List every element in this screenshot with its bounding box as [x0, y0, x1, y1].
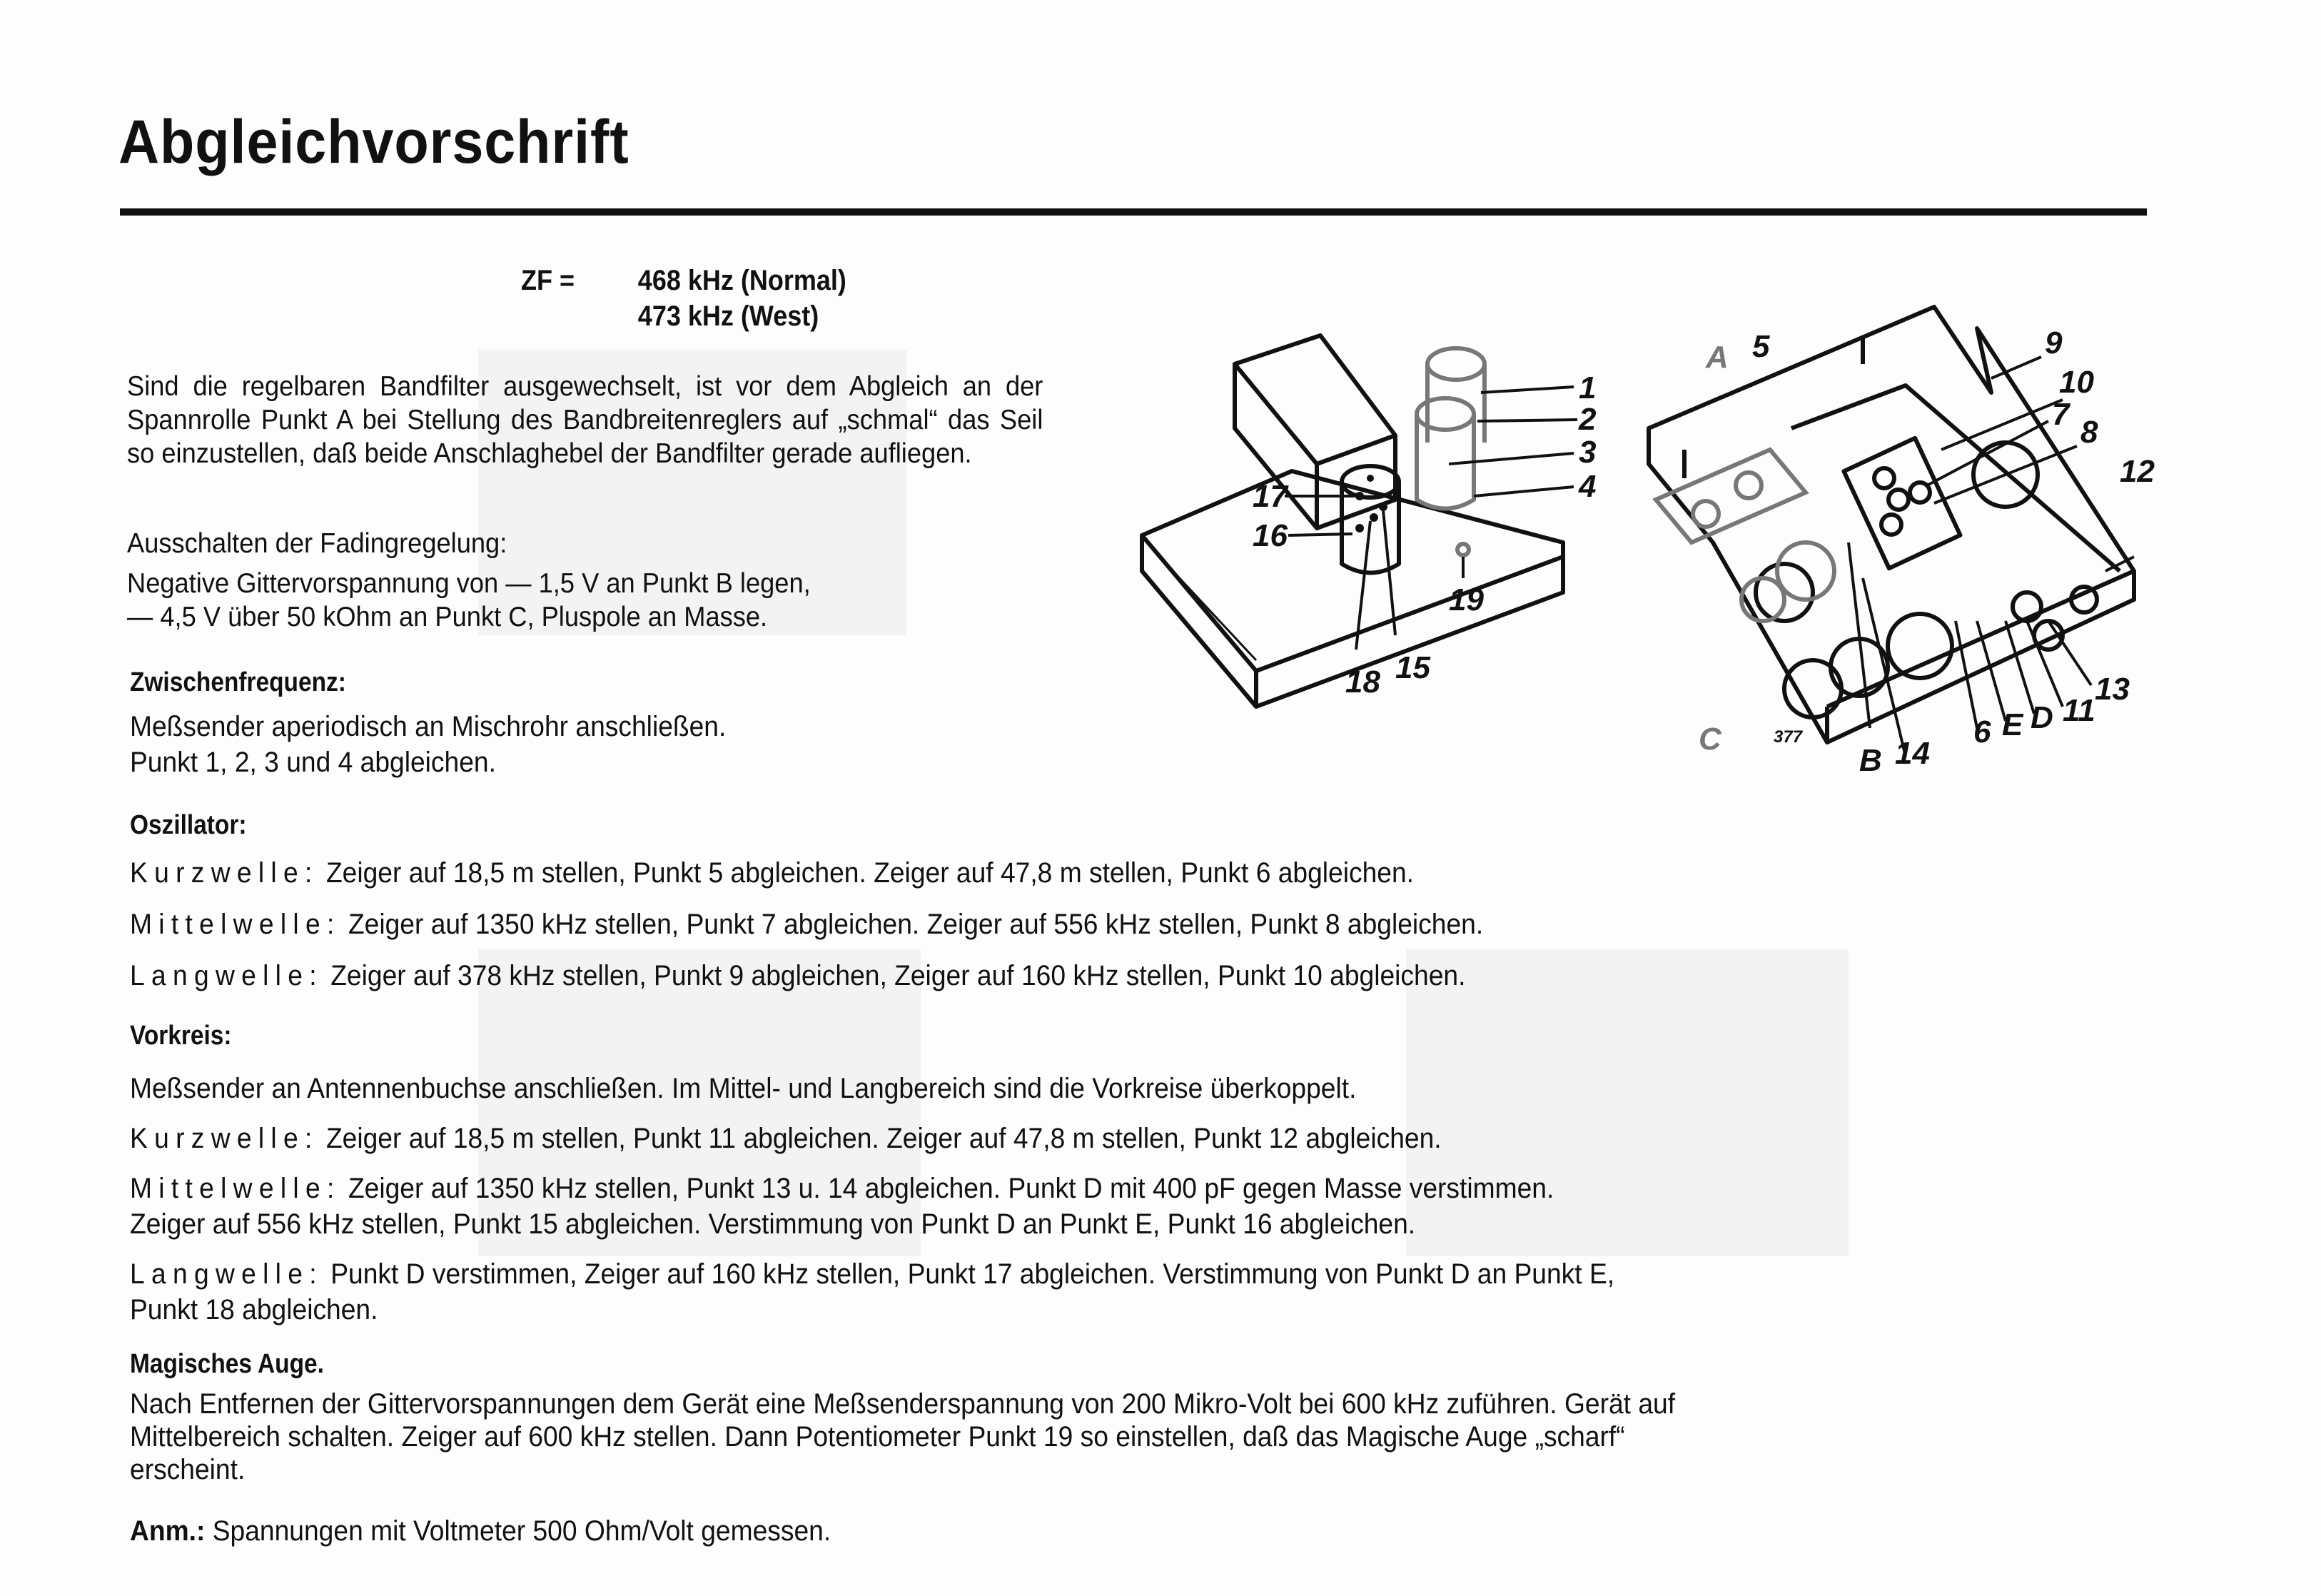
point-label: 15: [1395, 650, 1430, 685]
band-label: Mittelwelle:: [130, 1173, 341, 1204]
point-label: C: [1699, 722, 1721, 757]
note-label: Anm.:: [130, 1515, 206, 1547]
zf-normal: 468 kHz (Normal): [637, 265, 846, 296]
note-text: Spannungen mit Voltmeter 500 Ohm/Volt gemessen.: [212, 1515, 831, 1547]
point-label: 18: [1345, 665, 1380, 699]
point-label: 2: [1579, 402, 1597, 437]
band-label: Langwelle:: [130, 960, 323, 991]
vorkreis-intro: Meßsender an Antennenbuchse anschließen. Im Mittel- und Langbereich sind die Vorkreise überkoppelt.: [130, 1073, 1357, 1104]
point-label: 17: [1253, 479, 1288, 514]
tension-roller: [1736, 473, 1761, 498]
point-label: 16: [1253, 518, 1288, 553]
point-label: 14: [1895, 736, 1930, 771]
band-label: Kurzwelle:: [130, 857, 319, 889]
point-label: 13: [2095, 672, 2130, 707]
oszillator-row: [130, 958, 1465, 994]
title-divider: [120, 208, 2147, 216]
magisches-auge-line-1: Nach Entfernen der Gittervorspannungen dem Gerät eine Meßsenderspannung von 200 Mikro-Volt bei 600 kHz zuführen. Gerät auf: [130, 1388, 1676, 1420]
point-label: 3: [1579, 435, 1597, 470]
band-instruction: Zeiger auf 1350 kHz stellen, Punkt 7 abgleichen. Zeiger auf 556 kHz stellen, Punkt 8 abgleichen.: [348, 909, 1484, 940]
note: [130, 1513, 831, 1549]
band-instruction: Zeiger auf 18,5 m stellen, Punkt 5 abgleichen. Zeiger auf 47,8 m stellen, Punkt 6 abgleichen.: [325, 857, 1415, 889]
point-label: 7: [2052, 397, 2070, 432]
tension-roller-box: [1656, 450, 1806, 542]
zf-label: ZF =: [521, 265, 575, 296]
point-label: 9: [2045, 325, 2063, 360]
band-label: Kurzwelle:: [130, 1123, 319, 1154]
point-label: 4: [1579, 469, 1597, 504]
page-title: Abgleichvorschrift: [118, 108, 629, 176]
magisches-auge-line-2: Mittelbereich schalten. Zeiger auf 600 kHz stellen. Dann Potentiometer Punkt 19 so einstellen, daß das Magische Auge „scharf“: [130, 1421, 1625, 1453]
intro-paragraph: Sind die regelbaren Bandfilter ausgewechselt, ist vor dem Abgleich an der Spannrolle Punkt A bei Stellung des Bandbreitenreglers auf „schmal“ das Seil so einzustellen, daß beide Anschlaghebel der Bandfilter gerade aufliegen.: [127, 371, 1043, 469]
point-label: 12: [2120, 454, 2155, 489]
fading-line-2: — 4,5 V über 50 kOhm an Punkt C, Pluspole an Masse.: [127, 602, 768, 632]
fading-heading: Ausschalten der Fadingregelung:: [127, 528, 507, 559]
point-label: 19: [1449, 582, 1484, 617]
band-instruction: Zeiger auf 18,5 m stellen, Punkt 11 abgleichen. Zeiger auf 47,8 m stellen, Punkt 12 abgleichen.: [325, 1123, 1442, 1154]
vorkreis-row: [130, 1256, 1614, 1292]
vorkreis-row-continuation: Zeiger auf 556 kHz stellen, Punkt 15 abgleichen. Verstimmung von Punkt D an Punkt E, Punkt 16 abgleichen.: [130, 1208, 1416, 1240]
band-instruction: Zeiger auf 1350 kHz stellen, Punkt 13 u. 14 abgleichen. Punkt D mit 400 pF gegen Masse verstimmen.: [348, 1173, 1554, 1204]
oszillator-row: [130, 906, 1483, 942]
chassis-diagram-right: [1620, 286, 2191, 778]
chassis-diagram-left: [1121, 335, 1606, 735]
zf-section-line-2: Punkt 1, 2, 3 und 4 abgleichen.: [130, 747, 496, 778]
band-instruction: Punkt D verstimmen, Zeiger auf 160 kHz stellen, Punkt 17 abgleichen. Verstimmung von Punkt D an Punkt E,: [330, 1258, 1615, 1290]
magisches-auge-heading: Magisches Auge.: [130, 1349, 324, 1379]
oszillator-heading: Oszillator:: [130, 810, 247, 840]
zf-section-heading: Zwischenfrequenz:: [130, 667, 346, 697]
tuning-plate: [1791, 385, 2120, 571]
vorkreis-heading: Vorkreis:: [130, 1021, 232, 1051]
watermark-block: [1406, 949, 1849, 1256]
zf-west: 473 kHz (West): [637, 300, 819, 332]
vorkreis-row: [130, 1121, 1442, 1156]
figure-number: 377: [1774, 727, 1803, 747]
zf-section-line-1: Meßsender aperiodisch an Mischrohr anschließen.: [130, 711, 727, 742]
vorkreis-row-continuation: Punkt 18 abgleichen.: [130, 1294, 378, 1325]
vorkreis-row: [130, 1171, 1554, 1206]
point-label: 6: [1973, 714, 1991, 749]
potentiometer-19: [1457, 544, 1469, 555]
magisches-auge-line-3: erscheint.: [130, 1454, 246, 1485]
point-label: 5: [1752, 329, 1770, 364]
coil-back-top: [1427, 348, 1485, 380]
oszillator-row: [130, 855, 1414, 891]
point-label: B: [1859, 743, 1882, 778]
point-label: 8: [2080, 415, 2098, 450]
band-label: Mittelwelle:: [130, 909, 341, 940]
point-label: 11: [2063, 693, 2095, 728]
point-label: 1: [1579, 370, 1597, 405]
fading-instructions: [127, 567, 1043, 634]
band-instruction: Zeiger auf 378 kHz stellen, Punkt 9 abgleichen, Zeiger auf 160 kHz stellen, Punkt 10 abgleichen.: [330, 960, 1466, 991]
point-label: A: [1706, 340, 1729, 375]
band-label: Langwelle:: [130, 1258, 323, 1290]
tube-socket: [1888, 614, 1952, 678]
fading-line-1: Negative Gittervorspannung von — 1,5 V an Punkt B legen,: [127, 568, 811, 599]
point-label: 10: [2059, 365, 2094, 400]
zf-block: [521, 263, 846, 334]
point-label: D: [2031, 700, 2053, 735]
coil-board: [1844, 438, 1960, 568]
point-label: E: [2002, 707, 2023, 742]
